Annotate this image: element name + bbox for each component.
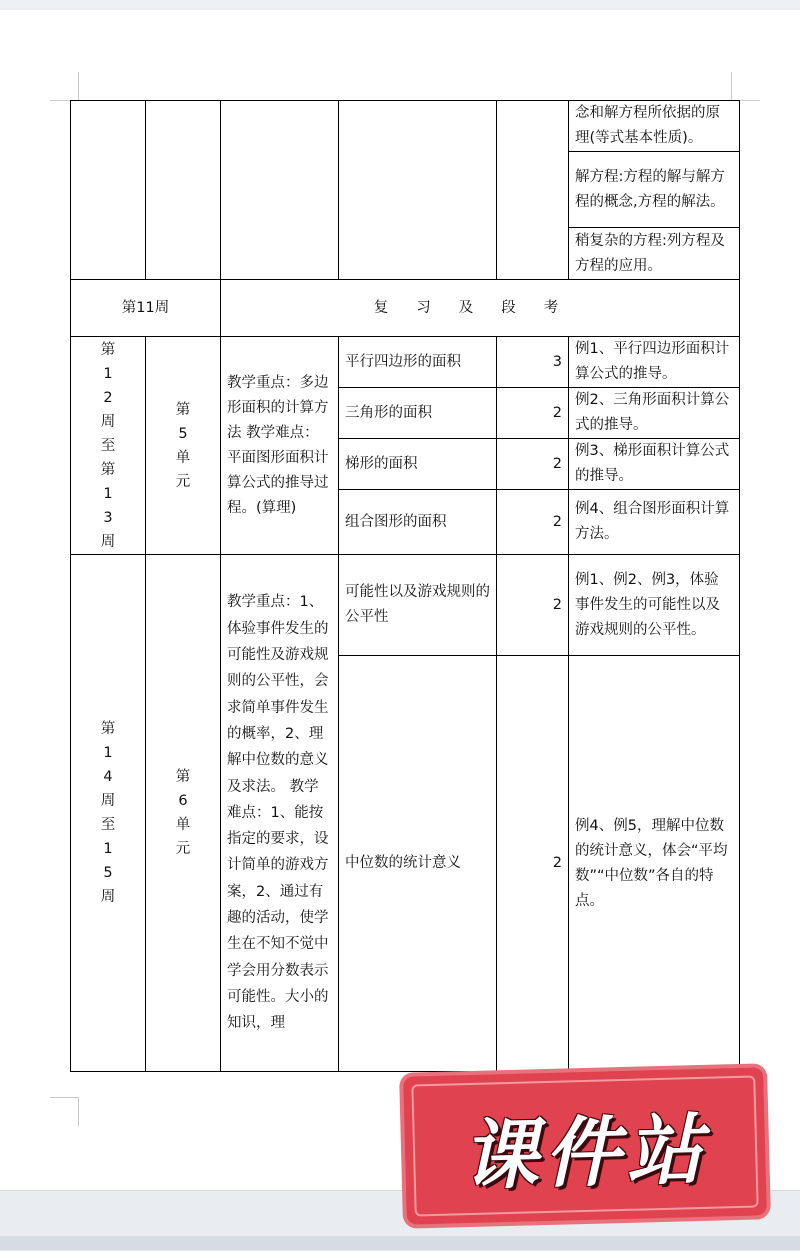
week-cell-empty [71, 101, 146, 280]
crop-mark-top-left [50, 72, 79, 101]
status-strip [0, 1236, 800, 1250]
hours-cell: 2 [497, 388, 569, 439]
detail-cell: 例4、组合图形面积计算方法。 [569, 490, 740, 555]
week11-label: 第11周 [71, 280, 221, 337]
detail-cell: 例3、梯形面积计算公式的推导。 [569, 439, 740, 490]
unit6-label: 第6单元 [146, 555, 221, 1072]
unit5-weeks: 第12周至第13周 [71, 337, 146, 555]
detail-cell: 例2、三角形面积计算公式的推导。 [569, 388, 740, 439]
unit-cell-empty [146, 101, 221, 280]
hours-cell: 2 [497, 490, 569, 555]
topic-cell: 中位数的统计意义 [339, 656, 497, 1072]
watermark-logo [403, 1067, 767, 1224]
detail-cell: 解方程:方程的解与解方程的概念,方程的解法。 [569, 152, 740, 228]
crop-mark-bottom-left [50, 1097, 79, 1126]
topic-cell: 可能性以及游戏规则的公平性 [339, 555, 497, 656]
topic-cell: 组合图形的面积 [339, 490, 497, 555]
notes-cell-empty [221, 101, 339, 280]
topic-cell: 平行四边形的面积 [339, 337, 497, 388]
unit6-notes: 教学重点：1、体验事件发生的可能性及游戏规则的公平性，会求简单事件发生的概率，2、理解中位数的意义及求法。 教学难点：1、能按指定的要求，设计简单的游戏方案，2、通过有趣的活动，使学生在不知不觉中学会用分数表示可能性。大小的知识，理 [221, 555, 339, 1072]
hours-cell: 3 [497, 337, 569, 388]
table-row [71, 280, 740, 337]
detail-cell: 例4、例5，理解中位数的统计意义，体会“平均数”“中位数”各自的特点。 [569, 656, 740, 1072]
table-row [71, 101, 740, 152]
unit6-weeks: 第14周至15周 [71, 555, 146, 1072]
crop-mark-top-right [731, 72, 760, 101]
table-row [71, 337, 740, 388]
detail-cell: 稍复杂的方程:列方程及方程的应用。 [569, 228, 740, 280]
unit5-label: 第5单元 [146, 337, 221, 555]
detail-cell: 例1、平行四边形面积计算公式的推导。 [569, 337, 740, 388]
hours-cell-empty [497, 101, 569, 280]
watermark-text: 课件站 [461, 1104, 710, 1200]
unit5-notes: 教学重点：多边形面积的计算方法 教学难点：平面图形面积计算公式的推导过程。(算理) [221, 337, 339, 555]
hours-cell: 2 [497, 656, 569, 1072]
topic-cell: 三角形的面积 [339, 388, 497, 439]
table-row [71, 555, 740, 656]
hours-cell: 2 [497, 439, 569, 490]
review-exam-label: 复习及段考 [221, 280, 740, 337]
detail-cell: 念和解方程所依据的原理(等式基本性质)。 [569, 101, 740, 152]
detail-cell: 例1、例2、例3，体验事件发生的可能性以及游戏规则的公平性。 [569, 555, 740, 656]
hours-cell: 2 [497, 555, 569, 656]
topic-cell-empty [339, 101, 497, 280]
teaching-plan-table [70, 100, 740, 1072]
topic-cell: 梯形的面积 [339, 439, 497, 490]
